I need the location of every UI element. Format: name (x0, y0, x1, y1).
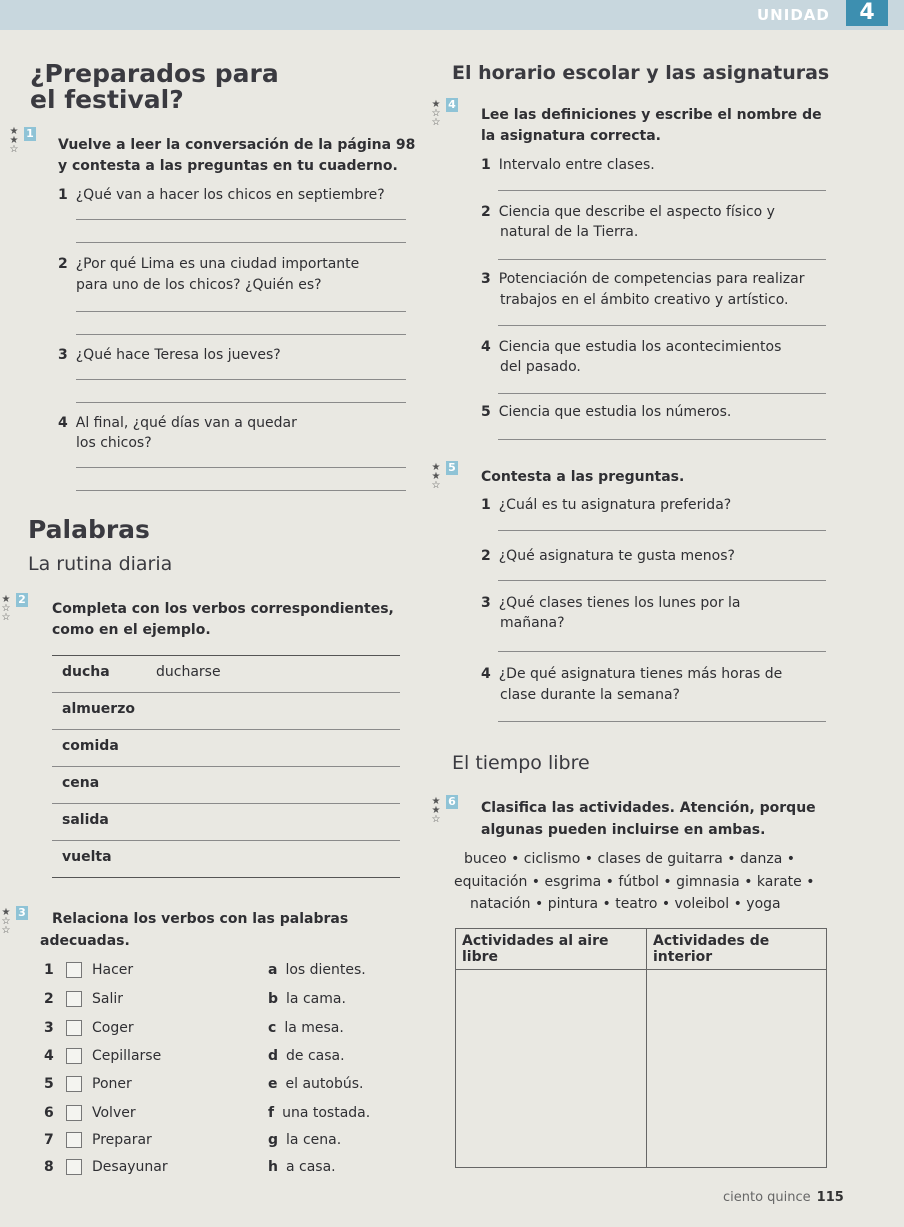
unit-label: UNIDAD (757, 6, 830, 24)
match-row: 4 Cepillarse (44, 1048, 162, 1064)
ex1-question-2-line1: 2 ¿Por qué Lima es una ciudad importante (58, 256, 360, 272)
match-option: c la mesa. (268, 1020, 344, 1036)
checkbox[interactable] (66, 1105, 82, 1121)
answer-line[interactable] (498, 651, 826, 652)
answer-line[interactable] (76, 467, 406, 468)
verb-table (52, 655, 400, 878)
match-row: 8 Desayunar (44, 1159, 168, 1175)
match-option: g la cena. (268, 1132, 342, 1148)
ex1-question-4-line1: 4 Al final, ¿qué días van a quedar (58, 415, 297, 431)
indoor-cell[interactable] (647, 970, 827, 1168)
match-row: 3 Coger (44, 1020, 134, 1036)
answer-line[interactable] (498, 393, 826, 394)
subsection-title-tiempo-libre: El tiempo libre (452, 752, 590, 774)
activity-word-list-line3: natación • pintura • teatro • voleibol • yoga (470, 896, 781, 912)
exercise-number-badge: 2 (16, 593, 28, 607)
ex5-question-4-line1: 4 ¿De qué asignatura tienes más horas de (481, 666, 783, 682)
difficulty-stars: ★ ★ ☆ (431, 796, 441, 825)
noun-cell: ducha (62, 664, 110, 680)
answer-line[interactable] (76, 490, 406, 491)
section-title-line1: ¿Preparados para (30, 59, 279, 88)
checkbox[interactable] (66, 991, 82, 1007)
difficulty-stars: ★ ★ ☆ (9, 126, 19, 155)
table-row (52, 730, 400, 767)
difficulty-stars: ★ ☆ ☆ (1, 594, 11, 623)
answer-line[interactable] (498, 721, 826, 722)
checkbox[interactable] (66, 962, 82, 978)
checkbox[interactable] (66, 1076, 82, 1092)
ex1-question-4-line2: los chicos? (76, 435, 152, 451)
ex4-definition-4-line2: del pasado. (500, 359, 581, 375)
ex5-question-3-line2: mañana? (500, 615, 565, 631)
ex5-question-2: 2 ¿Qué asignatura te gusta menos? (481, 548, 735, 564)
difficulty-stars: ★ ★ ☆ (431, 462, 441, 491)
ex1-question-2-line2: para uno de los chicos? ¿Quién es? (76, 277, 322, 293)
ex4-definition-3-line2: trabajos en el ámbito creativo y artístico. (500, 292, 789, 308)
column-header-indoor: Actividades de interior (647, 929, 827, 970)
answer-line[interactable] (498, 325, 826, 326)
table-row (52, 656, 400, 693)
match-row: 7 Preparar (44, 1132, 152, 1148)
column-header-outdoor: Actividades al aire libre (456, 929, 647, 970)
match-option: h a casa. (268, 1159, 336, 1175)
table-row (52, 841, 400, 877)
match-option: d de casa. (268, 1048, 345, 1064)
outdoor-cell[interactable] (456, 970, 647, 1168)
answer-line[interactable] (76, 311, 406, 312)
ex4-definition-2-line2: natural de la Tierra. (500, 224, 639, 240)
activity-word-list-line1: buceo • ciclismo • clases de guitarra • danza • (464, 851, 795, 867)
answer-line[interactable] (76, 379, 406, 380)
ex4-definition-2-line1: 2 Ciencia que describe el aspecto físico y (481, 204, 775, 220)
checkbox[interactable] (66, 1159, 82, 1175)
checkbox[interactable] (66, 1132, 82, 1148)
answer-line[interactable] (498, 580, 826, 581)
unit-number: 4 (846, 0, 888, 26)
match-row: 5 Poner (44, 1076, 132, 1092)
answer-line[interactable] (498, 259, 826, 260)
difficulty-stars: ★ ☆ ☆ (431, 99, 441, 128)
match-row: 6 Volver (44, 1105, 136, 1121)
exercise-number-badge: 5 (446, 461, 458, 475)
ex6-instruction-line1: Clasifica las actividades. Atención, porque (481, 800, 816, 816)
ex5-question-4-line2: clase durante la semana? (500, 687, 680, 703)
answer-line[interactable] (498, 190, 826, 191)
verb-cell[interactable]: ducharse (156, 664, 221, 680)
ex4-definition-3-line1: 3 Potenciación de competencias para realizar (481, 271, 805, 287)
noun-cell: almuerzo (62, 701, 135, 717)
match-option: a los dientes. (268, 962, 366, 978)
difficulty-stars: ★ ☆ ☆ (1, 907, 11, 936)
section-title-line2: el festival? (30, 85, 184, 114)
exercise-number-badge: 4 (446, 98, 458, 112)
ex3-instruction-line2: adecuadas. (40, 933, 130, 949)
activity-word-list-line2: equitación • esgrima • fútbol • gimnasia • karate • (454, 874, 815, 890)
ex1-question-3: 3 ¿Qué hace Teresa los jueves? (58, 347, 281, 363)
noun-cell: cena (62, 775, 100, 791)
exercise-number-badge: 1 (24, 127, 36, 141)
answer-line[interactable] (76, 219, 406, 220)
match-option: f una tostada. (268, 1105, 371, 1121)
noun-cell: salida (62, 812, 109, 828)
ex2-instruction-line2: como en el ejemplo. (52, 622, 211, 638)
answer-line[interactable] (76, 402, 406, 403)
ex5-question-3-line1: 3 ¿Qué clases tienes los lunes por la (481, 595, 741, 611)
page-number-words: ciento quince (723, 1190, 811, 1205)
ex1-question-1: 1 ¿Qué van a hacer los chicos en septiembre? (58, 187, 385, 203)
ex1-instruction-line1: Vuelve a leer la conversación de la página 98 (58, 137, 416, 153)
ex4-definition-4-line1: 4 Ciencia que estudia los acontecimientos (481, 339, 782, 355)
checkbox[interactable] (66, 1020, 82, 1036)
ex5-instruction: Contesta a las preguntas. (481, 469, 685, 485)
ex2-instruction-line1: Completa con los verbos correspondientes, (52, 601, 394, 617)
ex4-instruction-line2: la asignatura correcta. (481, 128, 661, 144)
ex4-instruction-line1: Lee las definiciones y escribe el nombre de (481, 107, 822, 123)
section-title-palabras: Palabras (28, 515, 150, 544)
noun-cell: vuelta (62, 849, 112, 865)
ex3-instruction-line1: Relaciona los verbos con las palabras (52, 911, 349, 927)
checkbox[interactable] (66, 1048, 82, 1064)
answer-line[interactable] (76, 242, 406, 243)
answer-line[interactable] (498, 530, 826, 531)
noun-cell: comida (62, 738, 119, 754)
exercise-number-badge: 6 (446, 795, 458, 809)
ex6-instruction-line2: algunas pueden incluirse en ambas. (481, 822, 766, 838)
table-row (52, 804, 400, 841)
subsection-title-rutina: La rutina diaria (28, 553, 173, 575)
match-row: 1 Hacer (44, 962, 134, 978)
ex4-definition-5: 5 Ciencia que estudia los números. (481, 404, 732, 420)
section-title-horario: El horario escolar y las asignaturas (452, 62, 830, 84)
match-option: e el autobús. (268, 1076, 364, 1092)
answer-line[interactable] (76, 334, 406, 335)
answer-line[interactable] (498, 439, 826, 440)
exercise-number-badge: 3 (16, 906, 28, 920)
page-footer (723, 1190, 844, 1205)
page-number: 115 (816, 1190, 844, 1205)
table-row (52, 693, 400, 730)
table-row (52, 767, 400, 804)
ex5-question-1: 1 ¿Cuál es tu asignatura preferida? (481, 497, 732, 513)
activities-table (455, 928, 827, 1168)
match-option: b la cama. (268, 991, 346, 1007)
match-row: 2 Salir (44, 991, 124, 1007)
ex1-instruction-line2: y contesta a las preguntas en tu cuaderno. (58, 158, 398, 174)
ex4-definition-1: 1 Intervalo entre clases. (481, 157, 655, 173)
